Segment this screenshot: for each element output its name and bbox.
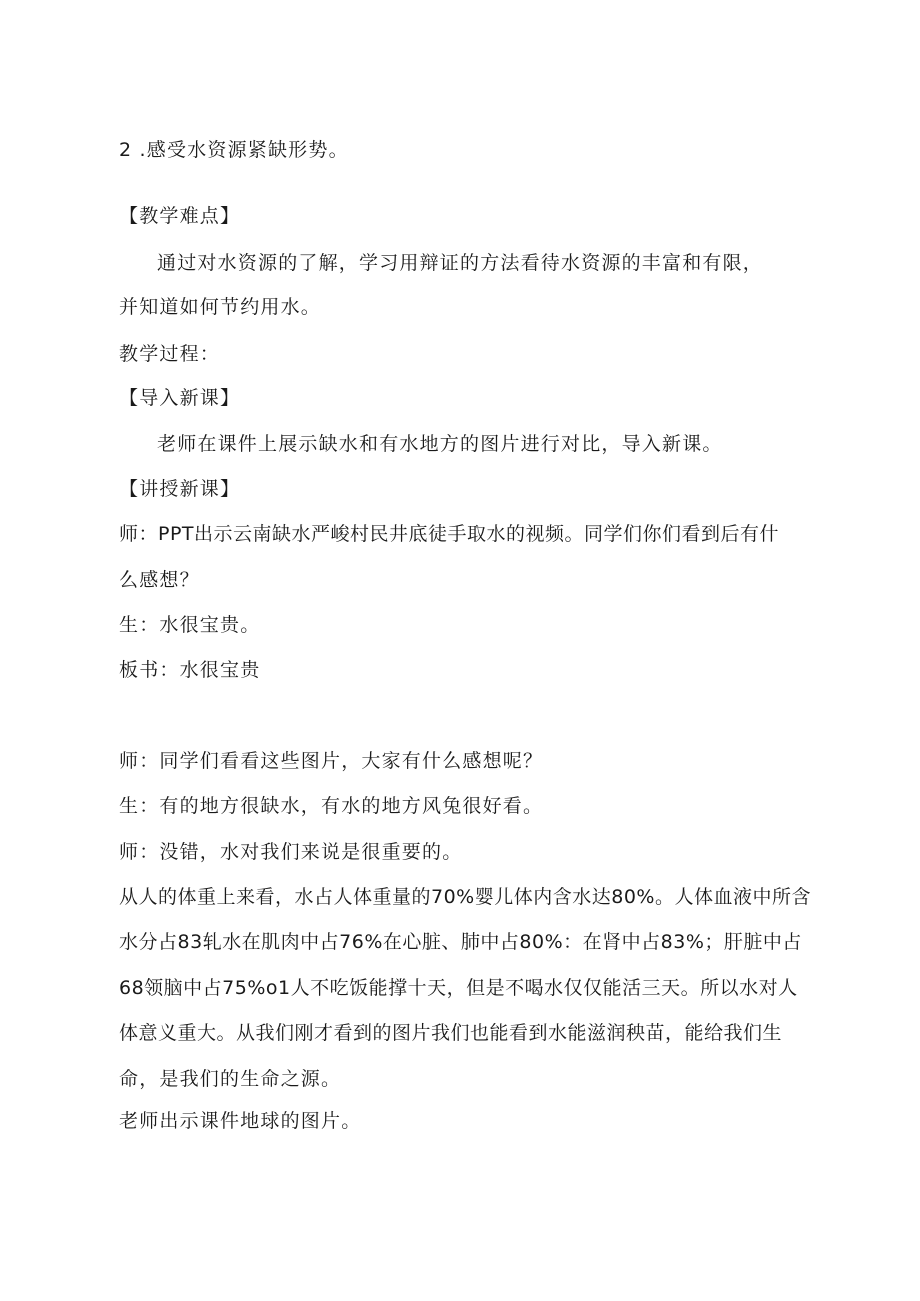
paragraph-body-water-line-4: 体意义重大。从我们刚才看到的图片我们也能看到水能滋润秧苗，能给我们生 <box>119 1022 783 1044</box>
paragraph-body-water-line-3: 68领脑中占75%o1人不吃饭能撑十天，但是不喝水仅仅能活三天。所以水对人 <box>119 977 798 999</box>
paragraph-body-water-line-2: 水分占83轧水在肌肉中占76%在心脏、肺中占80%：在肾中占83%；肝脏中占 <box>119 931 802 953</box>
blackboard-note: 板书：水很宝贵 <box>119 659 261 681</box>
paragraph-body-water-line-5: 命，是我们的生命之源。 <box>119 1068 342 1090</box>
dialogue-teacher-3: 师：没错，水对我们来说是很重要的。 <box>119 841 463 863</box>
paragraph-earth-image: 老师出示课件地球的图片。 <box>119 1110 362 1132</box>
dialogue-student-2: 生：有的地方很缺水，有水的地方风兔很好看。 <box>119 795 544 817</box>
section-teaching-difficulty: 【教学难点】 <box>119 205 241 227</box>
dialogue-teacher-2: 师：同学们看看这些图片，大家有什么感想呢？ <box>119 750 544 772</box>
point-2-heading: 2 .感受水资源紧缺形势。 <box>119 139 349 161</box>
dialogue-teacher-1-line-2: 么感想？ <box>119 569 200 591</box>
paragraph-difficulty-line-1: 通过对水资源的了解，学习用辩证的方法看待水资源的丰富和有限， <box>157 252 764 274</box>
paragraph-body-water-line-1: 从人的体重上来看，水占人体重量的70%婴儿体内含水达80%。人体血液中所含 <box>119 886 811 908</box>
paragraph-introduction: 老师在课件上展示缺水和有水地方的图片进行对比，导入新课。 <box>157 433 723 455</box>
section-new-lesson: 【讲授新课】 <box>119 478 241 500</box>
dialogue-teacher-1-line-1: 师：PPT出示云南缺水严峻村民井底徒手取水的视频。同学们你们看到后有什 <box>119 523 780 545</box>
section-introduction: 【导入新课】 <box>119 387 241 409</box>
paragraph-difficulty-line-2: 并知道如何节约用水。 <box>119 296 322 318</box>
section-teaching-process: 教学过程： <box>119 343 221 365</box>
dialogue-student-1: 生：水很宝贵。 <box>119 614 261 636</box>
